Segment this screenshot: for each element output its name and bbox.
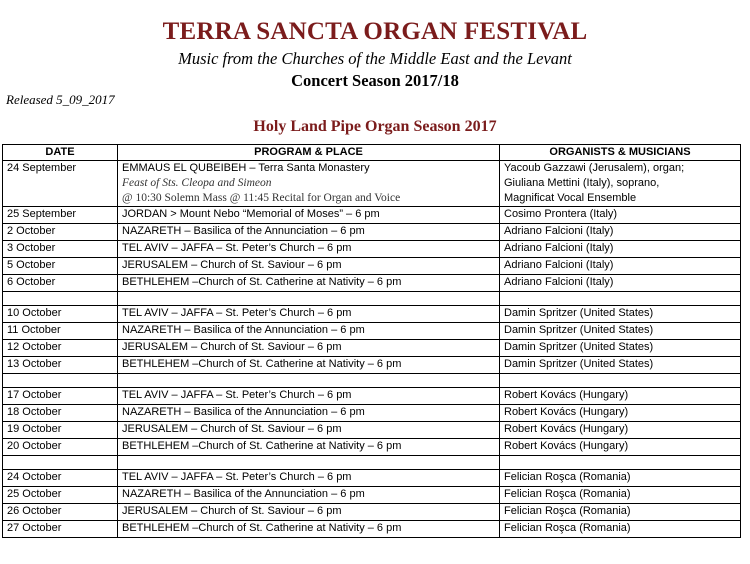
date-cell: 19 October	[3, 422, 118, 439]
date-cell	[3, 292, 118, 306]
musicians-cell: Adriano Falcioni (Italy)	[500, 258, 741, 275]
date-cell: 20 October	[3, 439, 118, 456]
program-mass-times: @ 10:30 Solemn Mass @ 11:45 Recital for Organ and Voice	[122, 192, 401, 204]
header-program-place: PROGRAM & PLACE	[118, 145, 500, 161]
program-place: EMMAUS EL QUBEIBEH – Terra Santa Monastery	[122, 162, 370, 174]
date-cell: 5 October	[3, 258, 118, 275]
festival-title: TERRA SANCTA ORGAN FESTIVAL	[162, 18, 588, 45]
program-cell: TEL AVIV – JAFFA – St. Peter’s Church – 6 pm	[118, 470, 500, 487]
date-cell: 2 October	[3, 224, 118, 241]
date-cell: 24 October	[3, 470, 118, 487]
musicians-cell: Cosimo Prontera (Italy)	[500, 207, 741, 224]
festival-subtitle: Music from the Churches of the Middle East and the Levant	[178, 49, 572, 68]
date-cell	[3, 374, 118, 388]
release-date: Released 5_09_2017	[6, 92, 115, 107]
table-row	[3, 388, 741, 405]
musicians-cell: Felician Roşca (Romania)	[500, 487, 741, 504]
table-row	[3, 275, 741, 292]
musicians-cell: Damin Spritzer (United States)	[500, 357, 741, 374]
date-cell: 3 October	[3, 241, 118, 258]
table-row	[3, 292, 741, 306]
header-musicians: ORGANISTS & MUSICIANS	[500, 145, 741, 161]
concert-season: Concert Season 2017/18	[291, 71, 459, 90]
table-row	[3, 161, 741, 207]
musician-line: Magnificat Vocal Ensemble	[504, 192, 637, 204]
program-cell: TEL AVIV – JAFFA – St. Peter’s Church – 6 pm	[118, 306, 500, 323]
date-cell: 10 October	[3, 306, 118, 323]
musicians-cell	[500, 161, 741, 207]
musicians-cell: Damin Spritzer (United States)	[500, 340, 741, 357]
program-feast: Feast of Sts. Cleopa and Simeon	[122, 177, 272, 189]
program-cell: BETHLEHEM –Church of St. Catherine at Nativity – 6 pm	[118, 357, 500, 374]
header-date: DATE	[3, 145, 118, 161]
musicians-cell	[500, 456, 741, 470]
table-row	[3, 456, 741, 470]
musicians-cell: Adriano Falcioni (Italy)	[500, 224, 741, 241]
program-cell: TEL AVIV – JAFFA – St. Peter’s Church – 6 pm	[118, 388, 500, 405]
date-cell: 26 October	[3, 504, 118, 521]
table-row	[3, 521, 741, 538]
table-row	[3, 405, 741, 422]
table-row	[3, 422, 741, 439]
date-cell	[3, 456, 118, 470]
program-cell: BETHLEHEM –Church of St. Catherine at Nativity – 6 pm	[118, 521, 500, 538]
section-title: Holy Land Pipe Organ Season 2017	[253, 118, 497, 135]
date-cell: 12 October	[3, 340, 118, 357]
date-cell: 6 October	[3, 275, 118, 292]
musicians-cell: Felician Roşca (Romania)	[500, 521, 741, 538]
musicians-cell: Adriano Falcioni (Italy)	[500, 241, 741, 258]
date-cell: 18 October	[3, 405, 118, 422]
table-row	[3, 357, 741, 374]
table-row	[3, 470, 741, 487]
table-header-row	[3, 145, 741, 161]
program-cell	[118, 456, 500, 470]
musician-line: Yacoub Gazzawi (Jerusalem), organ;	[504, 162, 685, 174]
musicians-cell: Adriano Falcioni (Italy)	[500, 275, 741, 292]
program-cell: NAZARETH – Basilica of the Annunciation – 6 pm	[118, 487, 500, 504]
musician-line: Giuliana Mettini (Italy), soprano,	[504, 177, 660, 189]
program-cell	[118, 292, 500, 306]
program-cell: JORDAN > Mount Nebo “Memorial of Moses” – 6 pm	[118, 207, 500, 224]
program-cell: BETHLEHEM –Church of St. Catherine at Nativity – 6 pm	[118, 439, 500, 456]
musicians-cell	[500, 374, 741, 388]
program-cell: JERUSALEM – Church of St. Saviour – 6 pm	[118, 258, 500, 275]
musicians-cell: Felician Roşca (Romania)	[500, 504, 741, 521]
musicians-cell: Damin Spritzer (United States)	[500, 323, 741, 340]
table-row	[3, 487, 741, 504]
date-cell: 13 October	[3, 357, 118, 374]
program-cell: JERUSALEM – Church of St. Saviour – 6 pm	[118, 504, 500, 521]
table-row	[3, 241, 741, 258]
table-row	[3, 323, 741, 340]
table-row	[3, 374, 741, 388]
table-row	[3, 207, 741, 224]
table-row	[3, 258, 741, 275]
table-row	[3, 439, 741, 456]
date-cell: 24 September	[3, 161, 118, 207]
date-cell: 11 October	[3, 323, 118, 340]
program-cell: NAZARETH – Basilica of the Annunciation – 6 pm	[118, 405, 500, 422]
program-cell: JERUSALEM – Church of St. Saviour – 6 pm	[118, 422, 500, 439]
date-cell: 25 October	[3, 487, 118, 504]
program-cell: TEL AVIV – JAFFA – St. Peter’s Church – 6 pm	[118, 241, 500, 258]
date-cell: 17 October	[3, 388, 118, 405]
musicians-cell: Robert Kovács (Hungary)	[500, 388, 741, 405]
musicians-cell: Robert Kovács (Hungary)	[500, 439, 741, 456]
program-cell: JERUSALEM – Church of St. Saviour – 6 pm	[118, 340, 500, 357]
program-cell	[118, 161, 500, 207]
program-cell: NAZARETH – Basilica of the Annunciation – 6 pm	[118, 224, 500, 241]
musicians-cell: Robert Kovács (Hungary)	[500, 405, 741, 422]
program-cell: NAZARETH – Basilica of the Annunciation – 6 pm	[118, 323, 500, 340]
table-row	[3, 504, 741, 521]
date-cell: 25 September	[3, 207, 118, 224]
program-cell: BETHLEHEM –Church of St. Catherine at Nativity – 6 pm	[118, 275, 500, 292]
musicians-cell: Damin Spritzer (United States)	[500, 306, 741, 323]
musicians-cell	[500, 292, 741, 306]
schedule-table	[2, 144, 741, 538]
table-row	[3, 306, 741, 323]
table-row	[3, 340, 741, 357]
program-cell	[118, 374, 500, 388]
date-cell: 27 October	[3, 521, 118, 538]
musicians-cell: Felician Roşca (Romania)	[500, 470, 741, 487]
musicians-cell: Robert Kovács (Hungary)	[500, 422, 741, 439]
table-row	[3, 224, 741, 241]
